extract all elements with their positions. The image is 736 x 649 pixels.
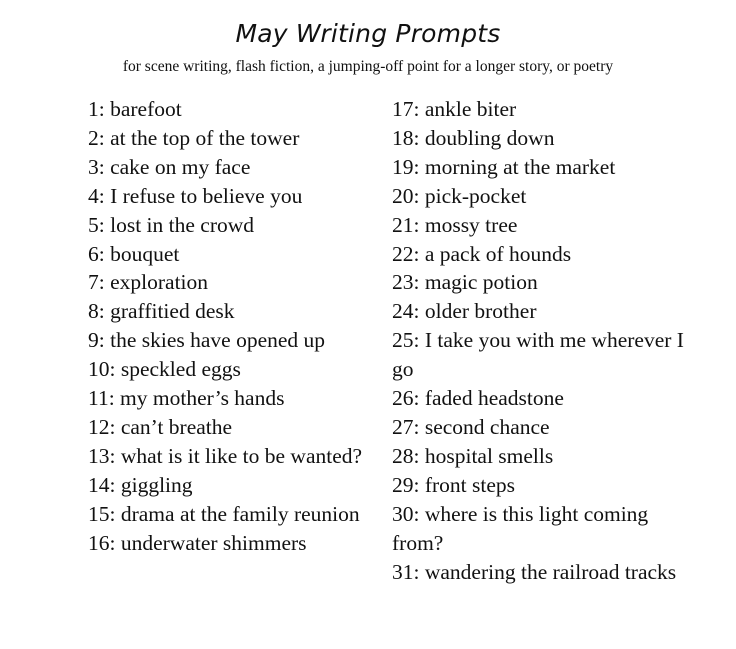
prompt-item: 16: underwater shimmers (88, 530, 307, 555)
prompt-item: 4: I refuse to believe you (88, 183, 303, 208)
prompt-item: 6: bouquet (88, 241, 180, 266)
prompt-item: 13: what is it like to be wanted? (88, 443, 363, 468)
prompt-item: 5: lost in the crowd (88, 212, 255, 237)
prompt-item: 17: ankle biter (392, 97, 517, 121)
page-title: May Writing Prompts (235, 19, 501, 48)
prompt-item: 14: giggling (88, 472, 193, 497)
prompt-item: 15: drama at the family reunion (88, 501, 360, 526)
prompt-item: 11: my mother’s hands (88, 386, 285, 411)
prompt-item: 27: second chance (392, 414, 550, 439)
page-subtitle: for scene writing, flash fiction, a jumping-off point for a longer story, or poetry (122, 58, 614, 75)
prompt-item: 9: the skies have opened up (88, 328, 326, 353)
prompt-item: 24: older brother (392, 299, 537, 324)
prompt-item: 25: I take you with me wherever I go (392, 328, 684, 382)
prompt-item: 28: hospital smells (392, 443, 554, 468)
prompt-list-right (392, 95, 692, 586)
prompt-item: 1: barefoot (88, 97, 182, 121)
prompt-item: 30: where is this light coming from? (392, 501, 649, 555)
prompt-list-left (88, 95, 384, 558)
prompt-item: 29: front steps (392, 472, 516, 497)
prompt-item: 22: a pack of hounds (392, 241, 572, 266)
prompt-item: 20: pick-pocket (392, 183, 527, 208)
prompt-item: 21: mossy tree (392, 212, 518, 237)
prompt-item: 26: faded headstone (392, 386, 564, 411)
prompt-item: 10: speckled eggs (88, 357, 241, 382)
prompt-item: 23: magic potion (392, 270, 538, 295)
prompt-item: 7: exploration (88, 270, 209, 295)
prompt-item: 31: wandering the railroad tracks (392, 559, 677, 584)
prompt-item: 12: can’t breathe (88, 414, 233, 439)
prompt-item: 8: graffitied desk (88, 299, 235, 324)
prompt-item: 3: cake on my face (88, 154, 251, 179)
prompt-item: 18: doubling down (392, 125, 555, 150)
prompt-item: 2: at the top of the tower (88, 125, 300, 150)
prompt-item: 19: morning at the market (392, 154, 616, 179)
